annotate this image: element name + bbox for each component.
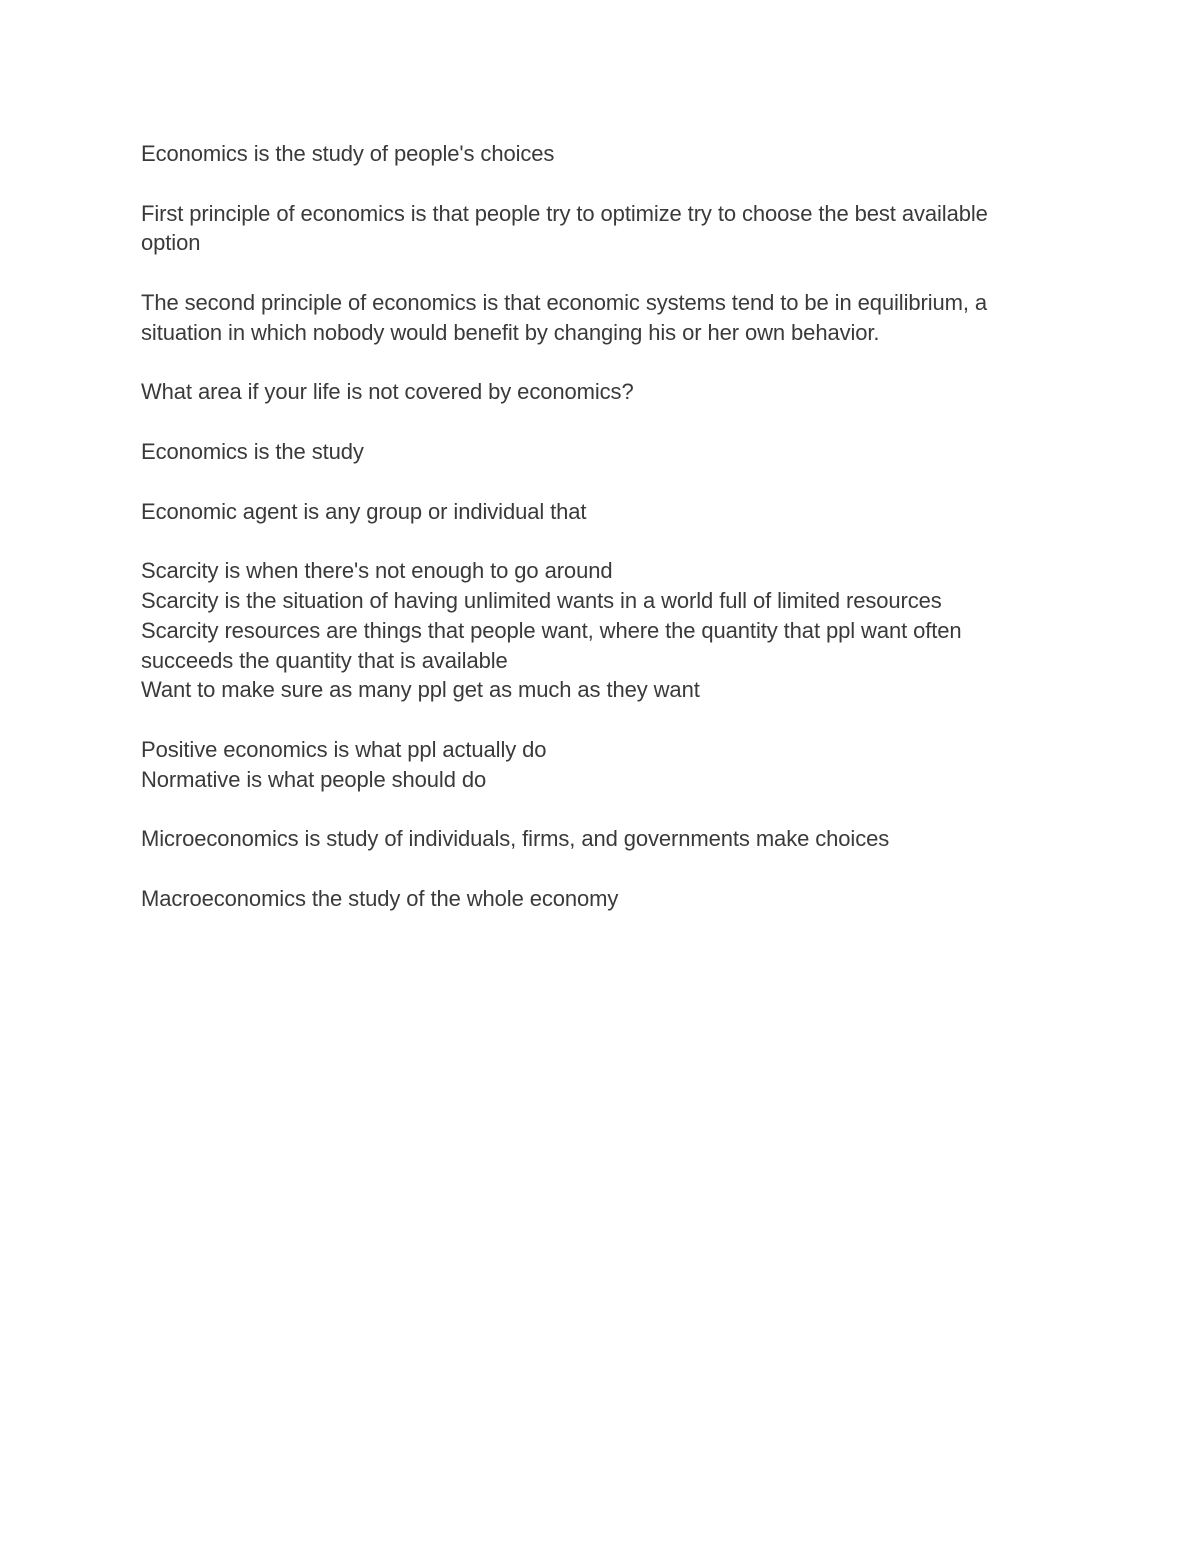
text-line: Scarcity resources are things that people want, where the quantity that ppl want often xyxy=(141,617,962,643)
paragraph xyxy=(141,139,1041,169)
text-line: succeeds the quantity that is available xyxy=(141,647,508,673)
paragraph xyxy=(141,556,1041,705)
text-line: Want to make sure as many ppl get as much as they want xyxy=(141,677,700,703)
text-line: Positive economics is what ppl actually do xyxy=(141,736,547,762)
text-line: option xyxy=(141,230,201,256)
text-line: Scarcity is the situation of having unlimited wants in a world full of limited resources xyxy=(141,587,942,613)
text-line: Normative is what people should do xyxy=(141,766,487,792)
text-line: Economic agent is any group or individual that xyxy=(141,498,587,524)
text-line: Macroeconomics the study of the whole economy xyxy=(141,885,619,911)
paragraph xyxy=(141,288,1041,348)
text-line: The second principle of economics is that economic systems tend to be in equilibrium, a xyxy=(141,289,988,315)
text-line: What area if your life is not covered by economics? xyxy=(141,379,634,405)
text-line: Microeconomics is study of individuals, firms, and governments make choices xyxy=(141,826,890,852)
paragraph xyxy=(141,377,1041,407)
paragraph xyxy=(141,884,1041,914)
text-line: Scarcity is when there's not enough to go around xyxy=(141,558,613,584)
paragraph xyxy=(141,735,1041,795)
paragraph xyxy=(141,497,1041,527)
paragraph xyxy=(141,824,1041,854)
text-line: Economics is the study of people's choices xyxy=(141,141,555,166)
text-line: situation in which nobody would benefit by changing his or her own behavior. xyxy=(141,319,880,345)
document-body xyxy=(141,139,1041,944)
paragraph xyxy=(141,199,1041,259)
text-line: First principle of economics is that people try to optimize try to choose the best available xyxy=(141,200,988,226)
text-line: Economics is the study xyxy=(141,438,364,464)
paragraph xyxy=(141,437,1041,467)
